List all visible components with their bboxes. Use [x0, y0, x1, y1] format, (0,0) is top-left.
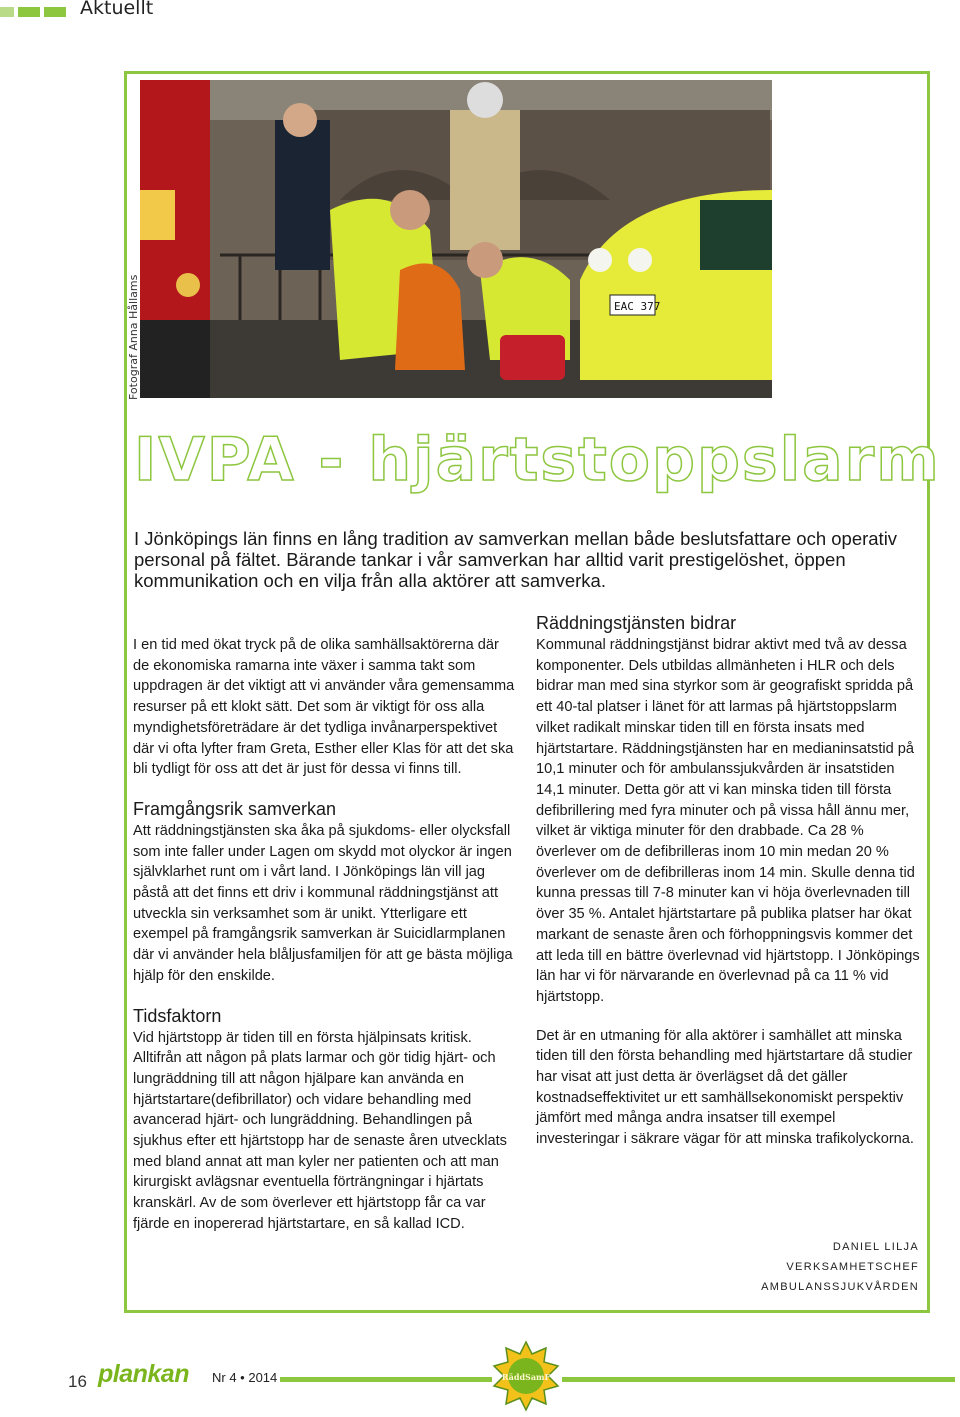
- article-lead: I Jönköpings län finns en lång tradition av samverkan mellan både beslutsfattare och operativ personal på fältet. Bärande tankar i vår samverkan har alltid varit prestigelöshet, öppen kommunikation och en vilja från alla aktörer att samverka.: [134, 528, 898, 591]
- section-title: Aktuellt: [80, 0, 154, 19]
- signature: [761, 1237, 919, 1297]
- plankan-logo: plankan: [98, 1360, 189, 1388]
- left-column: [133, 635, 518, 1253]
- intro-paragraph: I en tid med ökat tryck på de olika samhällsaktörerna där de ekonomiska ramarna inte växer i samma takt som uppdragen är det viktigt att vi använder våra gemensamma resurser på ett klokt sätt. Det som är viktigt för oss alla myndighetsföreträdare är det tydliga invånarperspektivet där vi ofta lyfter fram Greta, Esther eller Klas för att det ska bli tydligt för oss att det är just för dessa vi finns till.: [133, 637, 515, 778]
- paragraph-framgangsrik: Att räddningstjänsten ska åka på sjukdoms- eller olycksfall som inte faller under Lagen om skydd mot olyckor är ingen självklarhet runt om i vårt land. I Jönköpings län vill jag påstå att det finns ett driv i kommunal räddningstjänst att utveckla sin verksamhet som är unikt. Ytterligare ett exempel på framgångsrik samverkan är Suicidlarmplanen där vi använder hela blåljusfamiljen för att ge bästa möjliga hjälp för den enskilde.: [133, 822, 513, 984]
- badge-text: RäddSamF: [501, 1372, 551, 1382]
- footer-rule-left: [280, 1377, 492, 1382]
- author-name: DANIEL LILJA: [832, 1241, 919, 1253]
- photo-illustration: [140, 80, 772, 398]
- author-org: AMBULANSSJUKVÅRDEN: [761, 1281, 919, 1293]
- footer-rule-right: [562, 1377, 955, 1382]
- paragraph-raddningstjansten: Kommunal räddningstjänst bidrar aktivt med två av dessa komponenter. Dels utbildas allmänheten i HLR och dels bidrar man med sina styrkor som är geografiskt spridda på ett 40-tal platser i länet för att larmas på hjärtstoppslarm vilket radikalt minskar tiden till en första insats med hjärtstartare. Räddningstjänsten har en medianinsatstid på 10,1 minuter och för ambulanssjukvården är insatstiden 14,1 minuter. Detta gör att vi kan minska tiden till första defibrillering med fyra minuter och på vissa håll ännu mer, vilket är viktiga minuter för den drabbade. Ca 28 % överlever om de defibrilleras inom 10 min medan 20 % överlever om de defibrilleras inom 14 min. Skulle denna tid kunna pressas till 7-8 minuter kan vi höja överlevnaden till över 35 %. Antalet hjärtstartare på publika platser har ökat markant de senaste åren och förhoppningsvis kommer det att leda till en bättre överlevnad vid hjärtstopp. I Jönköpings län har vi för närvarande en överlevnad på ca 11 % vid hjärtstopp.: [536, 637, 920, 1005]
- issue-label: Nr 4 • 2014: [212, 1370, 278, 1385]
- paragraph-tidsfaktorn: Vid hjärtstopp är tiden till en första hjälpinsats kritisk. Alltifrån att någon på plats larmar och gör tidig hjärt- och lungräddning till att någon hjälpare kan använda en hjärtstartare(defibrillator) och vidare behandling med avancerad hjärt- och lungräddning. Behandlingen på sjukhus efter ett hjärtstopp har de senaste åren utvecklats med bland annat att man kyler ner patienten och att man kirurgiskt avlägsnar eventuella förträngningar i hjärtats kranskärl. Av de som överlever ett hjärtstopp får ca var fjärde en inopererad hjärtstartare, en så kallad ICD.: [133, 1029, 507, 1232]
- header-color-bars: [0, 7, 66, 17]
- article-photo: [140, 80, 772, 398]
- photo-credit: Fotograf Anna Hållams: [127, 274, 140, 400]
- raddsamf-badge-icon: [490, 1340, 562, 1412]
- heading-raddningstjansten: Räddningstjänsten bidrar: [536, 613, 737, 633]
- page-number: 16: [68, 1372, 87, 1391]
- article-title: IVPA - hjärtstoppslarm: [134, 425, 941, 495]
- author-role: VERKSAMHETSCHEF: [786, 1261, 919, 1273]
- heading-tidsfaktorn: Tidsfaktorn: [133, 1005, 222, 1026]
- right-column: [536, 612, 921, 1168]
- heading-framgangsrik: Framgångsrik samverkan: [133, 798, 337, 819]
- plate-text: EAC 377: [614, 300, 661, 313]
- paragraph-closing: Det är en utmaning för alla aktörer i samhället att minska tiden till den första behandling med hjärtstartare då studier har visat att just detta är överlägset då det gäller kostnadseffektivitet ur ett samhällsekonomiskt perspektiv jämfört med många andra insatser till exempel investeringar i säkrare vägar för att minska trafikolyckorna.: [536, 1027, 914, 1148]
